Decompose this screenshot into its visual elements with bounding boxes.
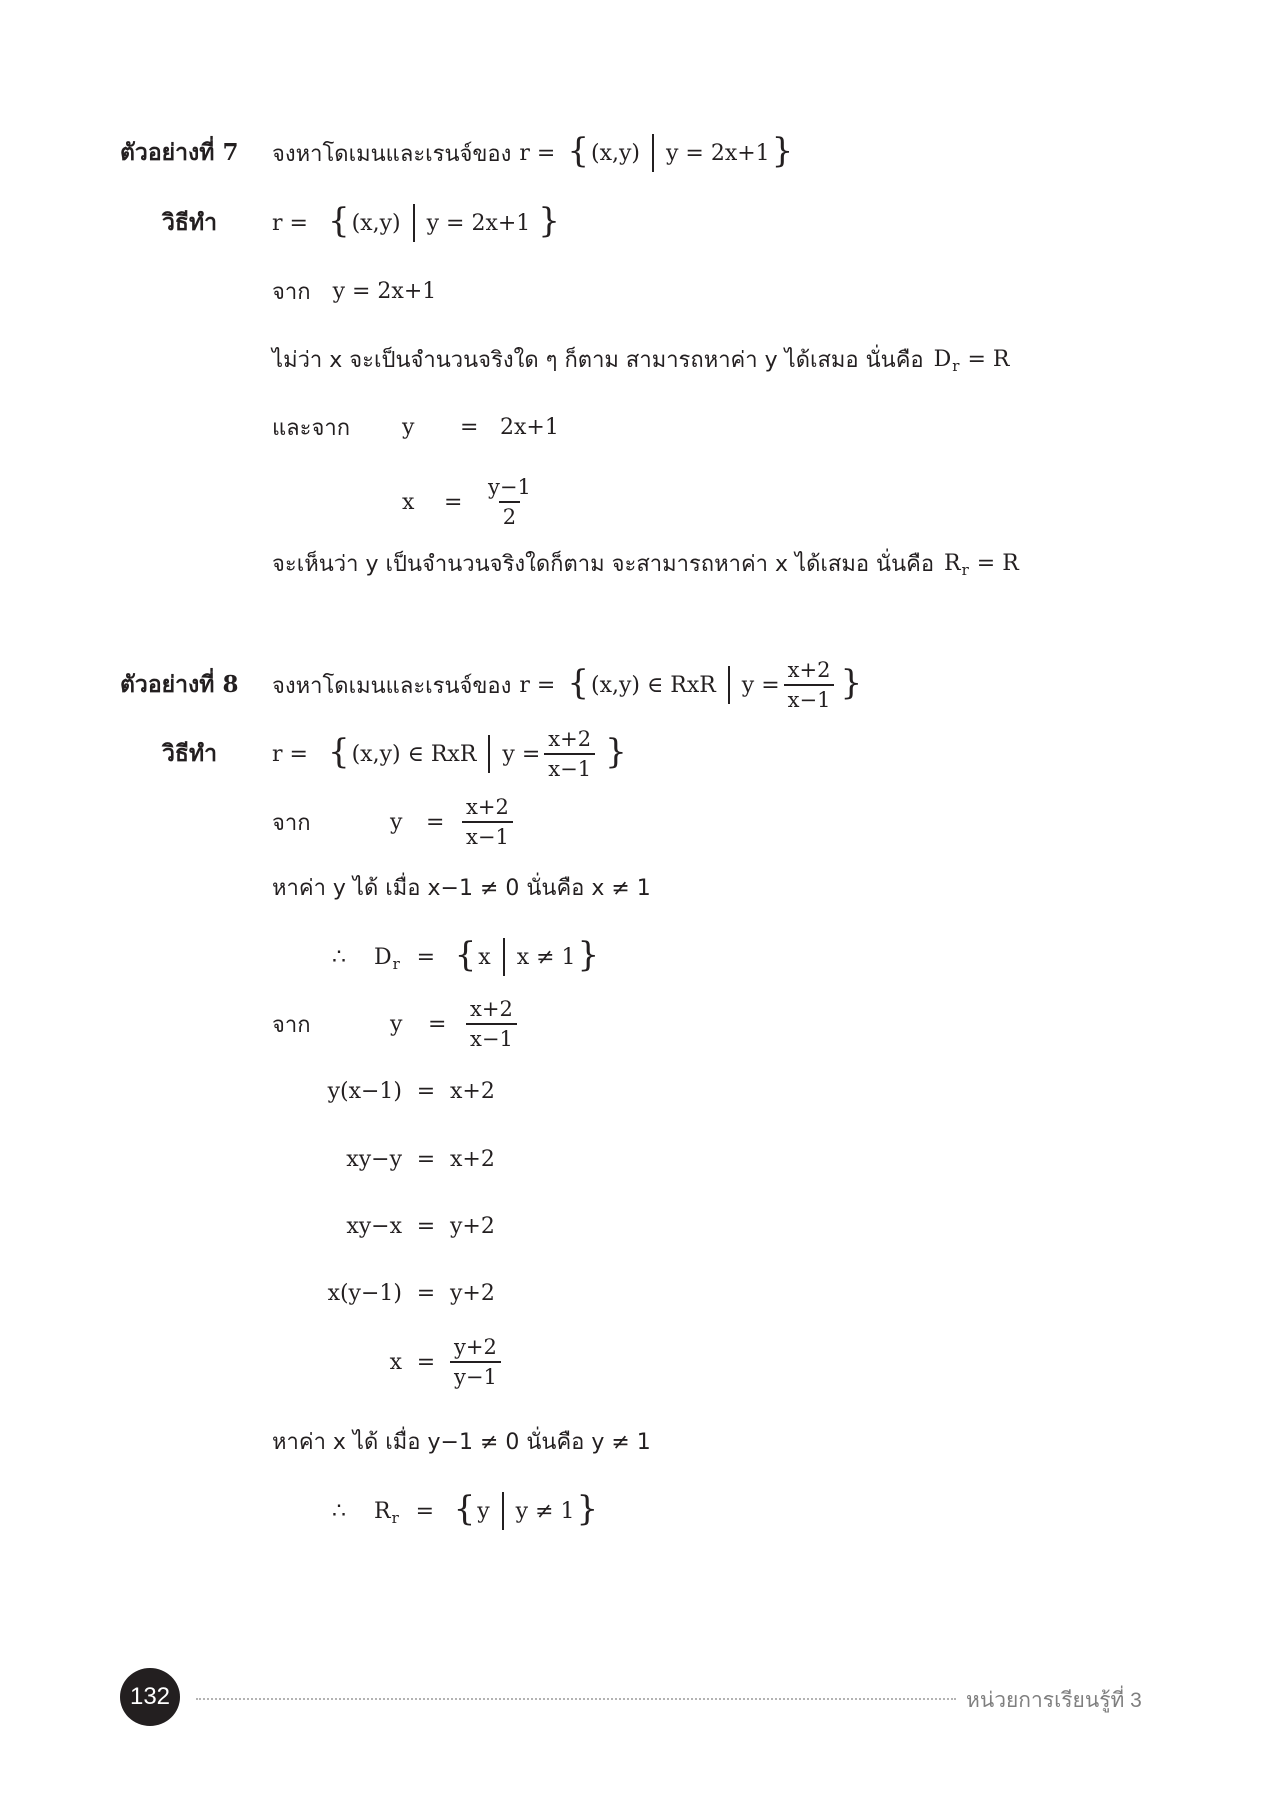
ex7-question-line bbox=[120, 128, 795, 178]
ex8-from-1-fraction bbox=[462, 795, 513, 849]
ex8-set-left: (x,y) ∈ RxR bbox=[590, 672, 716, 698]
ex7-and-from: และจาก bbox=[272, 415, 351, 441]
ex8-domain-equals: = bbox=[416, 944, 436, 970]
ex7-eq2-line bbox=[402, 472, 539, 532]
ex8-sol-set-left: (x,y) ∈ RxR bbox=[351, 741, 477, 767]
ex7-sol-brace-open: { bbox=[327, 201, 350, 241]
ex7-domain-sub: r bbox=[952, 357, 960, 375]
ex7-brace-open: { bbox=[567, 131, 589, 171]
ex8-solution-line bbox=[162, 722, 629, 786]
ex7-eq1-equals: = bbox=[460, 414, 479, 440]
ex8-from-2-equals: = bbox=[428, 1011, 447, 1037]
ex8-final-num: y+2 bbox=[454, 1335, 497, 1359]
ex8-from-2: จาก bbox=[272, 1012, 311, 1038]
ex8-step-3 bbox=[300, 1201, 495, 1251]
ex8-domain-brace-close: } bbox=[577, 935, 600, 975]
ex8-R: R bbox=[374, 1498, 391, 1524]
ex7-solution-label: วิธีทำ bbox=[162, 209, 218, 236]
ex7-eq1-lhs: y bbox=[402, 414, 415, 440]
ex7-eq1-rhs: 2x+1 bbox=[500, 414, 559, 440]
ex8-from-1-den: x−1 bbox=[462, 821, 513, 849]
ex7-domain-line bbox=[272, 334, 1009, 384]
ex7-set-left: (x,y) bbox=[590, 140, 640, 166]
ex8-q-num: x+2 bbox=[787, 658, 831, 682]
page-number-badge bbox=[120, 1668, 180, 1726]
ex7-label: ตัวอย่างที่ 7 bbox=[120, 139, 239, 166]
ex8-final-line bbox=[300, 1330, 505, 1394]
ex8-sol-den: x−1 bbox=[544, 753, 595, 781]
ex8-solution-label: วิธีทำ bbox=[162, 740, 218, 767]
ex8-step-2 bbox=[300, 1134, 495, 1184]
ex8-step-1-lhs: y(x−1) bbox=[327, 1078, 402, 1104]
ex8-step-2-equals: = bbox=[416, 1146, 436, 1172]
ex8-cond2: หาค่า x ได้ เมื่อ y−1 ≠ 0 นั่นคือ y ≠ 1 bbox=[272, 1429, 651, 1455]
ex7-sol-set-right: y = 2x+1 bbox=[426, 210, 531, 236]
ex8-domain-x: x bbox=[478, 944, 491, 970]
footer-dotted-divider bbox=[196, 1698, 956, 1700]
ex7-set-bar bbox=[652, 134, 654, 172]
ex8-sol-set-bar bbox=[488, 735, 490, 773]
ex8-brace-close: } bbox=[840, 663, 863, 703]
ex8-step-3-equals: = bbox=[416, 1213, 436, 1239]
ex8-R-sub: r bbox=[391, 1509, 399, 1527]
ex8-range-equals: = bbox=[415, 1498, 435, 1524]
ex8-label: ตัวอย่างที่ 8 bbox=[120, 671, 239, 698]
ex8-range-line bbox=[332, 1486, 600, 1536]
ex8-D: D bbox=[374, 944, 392, 970]
ex8-domain-line bbox=[332, 932, 601, 982]
ex7-solution-line bbox=[162, 198, 562, 248]
ex7-eq2-lhs: x bbox=[402, 489, 415, 515]
ex7-from: จาก bbox=[272, 279, 311, 305]
ex7-and-from-line bbox=[272, 402, 559, 452]
ex8-domain-cond: x ≠ 1 bbox=[516, 944, 576, 970]
ex8-D-sub: r bbox=[392, 955, 400, 973]
ex8-from-2-y: y bbox=[390, 1011, 403, 1037]
ex8-r-eq: r = bbox=[519, 672, 556, 698]
ex8-range-brace-open: { bbox=[453, 1489, 476, 1529]
ex8-from-2-fraction bbox=[466, 997, 517, 1051]
ex8-from-2-num: x+2 bbox=[470, 997, 513, 1021]
ex8-range-bar bbox=[502, 1492, 504, 1530]
ex7-question: จงหาโดเมนและเรนจ์ของ bbox=[272, 141, 512, 167]
ex8-range-brace-close: } bbox=[576, 1489, 599, 1529]
ex8-range-cond: y ≠ 1 bbox=[515, 1498, 575, 1524]
ex7-sol-r: r = bbox=[272, 210, 308, 236]
ex7-range-R: R bbox=[944, 550, 961, 576]
ex7-brace-close: } bbox=[771, 131, 794, 171]
ex8-step-3-rhs: y+2 bbox=[450, 1213, 495, 1239]
ex8-from-line-2 bbox=[272, 992, 521, 1056]
unit-label: หน่วยการเรียนรู้ที่ 3 bbox=[966, 1689, 1142, 1712]
ex8-brace-open: { bbox=[567, 663, 589, 703]
ex7-from-line bbox=[272, 266, 436, 316]
ex8-sol-brace-close: } bbox=[605, 732, 627, 772]
ex8-cond2-line bbox=[272, 1416, 651, 1466]
ex7-eq2-den: 2 bbox=[499, 501, 520, 529]
ex8-sol-r: r = bbox=[272, 741, 308, 767]
ex7-domain-text: ไม่ว่า x จะเป็นจำนวนจริงใด ๆ ก็ตาม สามารถหาค่า y ได้เสมอ นั่นคือ bbox=[272, 347, 924, 373]
ex8-final-fraction bbox=[450, 1335, 501, 1389]
ex7-domain-D: D bbox=[933, 346, 952, 372]
ex8-step-2-rhs: x+2 bbox=[450, 1146, 495, 1172]
ex8-sol-fraction bbox=[544, 727, 595, 781]
ex8-domain-bar bbox=[503, 938, 505, 976]
ex8-step-2-lhs: xy−y bbox=[346, 1146, 402, 1172]
ex8-q-fraction bbox=[784, 658, 835, 712]
ex8-set-bar bbox=[728, 666, 730, 704]
ex7-eq2-fraction bbox=[484, 475, 535, 529]
ex8-from-line-1 bbox=[272, 790, 517, 854]
ex7-eq2-equals: = bbox=[444, 489, 463, 515]
ex8-sol-y-eq: y = bbox=[502, 741, 541, 767]
ex8-question-line bbox=[120, 653, 864, 717]
ex8-step-4 bbox=[300, 1268, 495, 1318]
therefore-icon-2: ∴ bbox=[332, 1498, 346, 1524]
page-number: 132 bbox=[129, 1683, 171, 1710]
ex7-sol-set-bar bbox=[413, 204, 415, 242]
ex7-domain-R: = R bbox=[967, 346, 1010, 372]
ex8-sol-num: x+2 bbox=[548, 727, 592, 751]
ex7-range-text: จะเห็นว่า y เป็นจำนวนจริงใดก็ตาม จะสามารถหาค่า x ได้เสมอ นั่นคือ bbox=[272, 551, 935, 577]
ex7-sol-brace-close: } bbox=[538, 201, 560, 241]
ex7-range-sub: r bbox=[961, 561, 969, 579]
ex7-range-line bbox=[272, 538, 1019, 588]
ex7-from-eq: y = 2x+1 bbox=[332, 278, 437, 304]
ex8-sol-brace-open: { bbox=[327, 732, 350, 772]
ex7-set-right: y = 2x+1 bbox=[665, 140, 770, 166]
ex8-from-1: จาก bbox=[272, 810, 311, 836]
ex8-step-4-equals: = bbox=[416, 1280, 436, 1306]
ex8-from-1-num: x+2 bbox=[466, 795, 509, 819]
ex8-from-1-y: y bbox=[390, 809, 403, 835]
ex7-sol-set-left: (x,y) bbox=[351, 210, 401, 236]
ex8-q-den: x−1 bbox=[784, 684, 835, 712]
ex8-domain-brace-open: { bbox=[454, 935, 477, 975]
ex8-final-x: x bbox=[389, 1349, 402, 1375]
ex7-r-eq: r = bbox=[519, 140, 556, 166]
ex8-cond1: หาค่า y ได้ เมื่อ x−1 ≠ 0 นั่นคือ x ≠ 1 bbox=[272, 875, 651, 901]
ex8-from-2-den: x−1 bbox=[466, 1023, 517, 1051]
ex7-eq2-num: y−1 bbox=[488, 475, 531, 499]
ex8-range-y: y bbox=[477, 1498, 490, 1524]
ex8-final-den: y−1 bbox=[450, 1361, 501, 1389]
ex8-step-4-lhs: x(y−1) bbox=[327, 1280, 402, 1306]
ex8-question: จงหาโดเมนและเรนจ์ของ bbox=[272, 673, 512, 699]
ex8-final-equals: = bbox=[416, 1349, 436, 1375]
ex8-y-eq: y = bbox=[741, 672, 780, 698]
ex7-range-val: = R bbox=[976, 550, 1019, 576]
therefore-icon: ∴ bbox=[332, 944, 346, 970]
ex8-step-4-rhs: y+2 bbox=[450, 1280, 495, 1306]
ex8-step-1-equals: = bbox=[416, 1078, 436, 1104]
ex8-from-1-equals: = bbox=[426, 809, 445, 835]
ex8-cond1-line bbox=[272, 862, 651, 912]
ex8-step-1 bbox=[300, 1066, 495, 1116]
ex8-step-3-lhs: xy−x bbox=[346, 1213, 402, 1239]
ex8-step-1-rhs: x+2 bbox=[450, 1078, 495, 1104]
